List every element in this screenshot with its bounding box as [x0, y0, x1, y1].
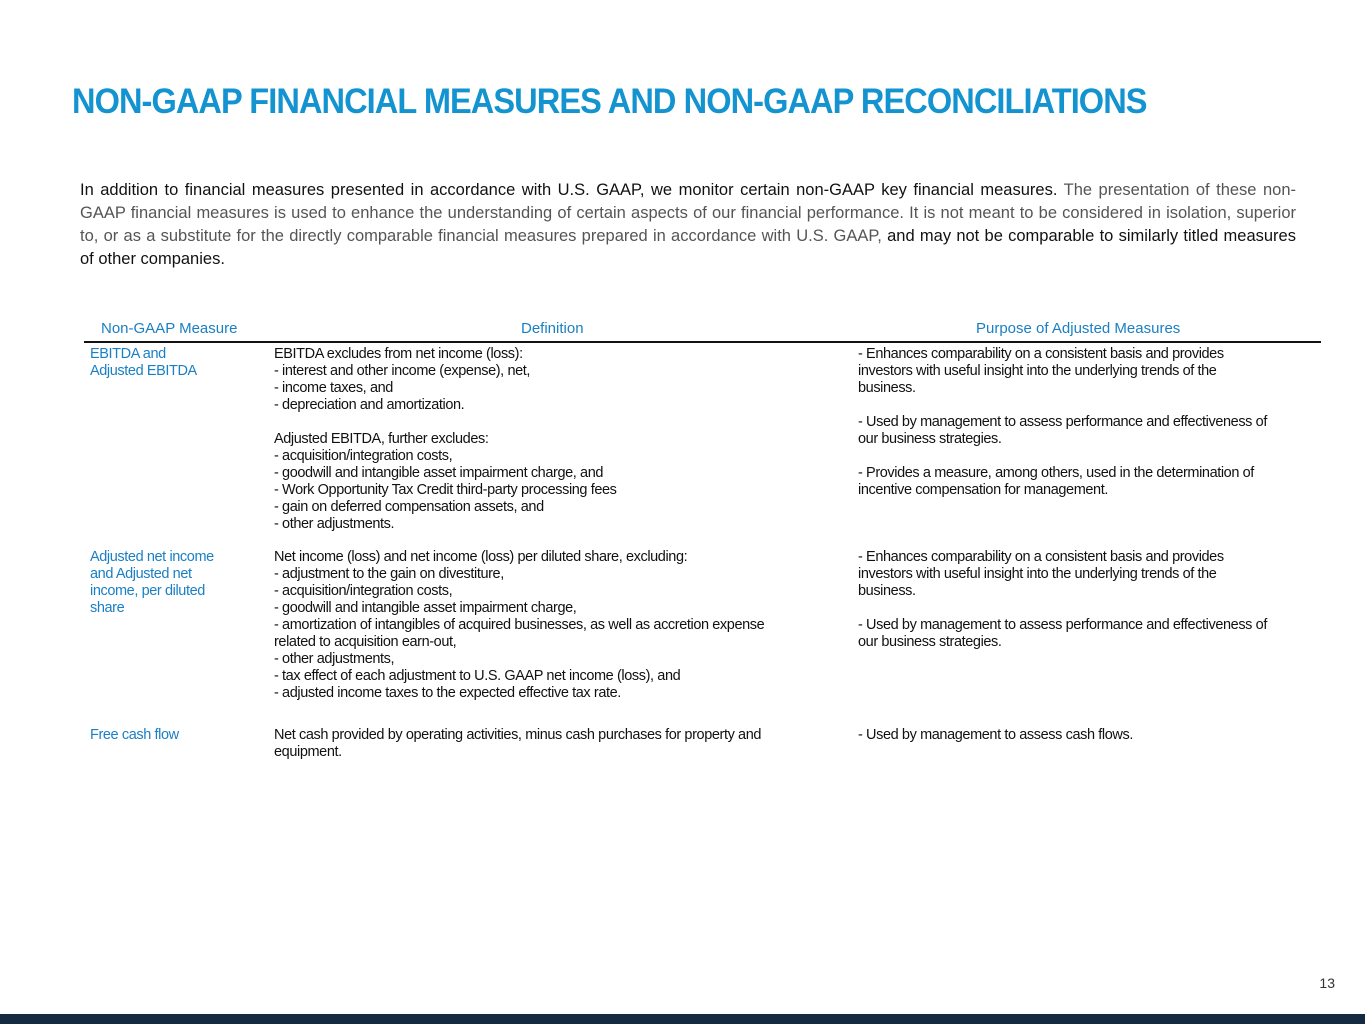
cell-line: - adjusted income taxes to the expected effective tax rate.: [274, 685, 621, 701]
cell-line: EBITDA and: [90, 346, 166, 362]
cell-line: Net income (loss) and net income (loss) per diluted share, excluding:: [274, 549, 688, 565]
cell-line: - Enhances comparability on a consistent basis and provides: [858, 549, 1224, 565]
cell-line: EBITDA excludes from net income (loss):: [274, 346, 523, 362]
cell-line: Adjusted net income: [90, 549, 214, 565]
table-body: [84, 346, 1321, 787]
purpose-cell: [858, 346, 1318, 499]
cell-line: - other adjustments.: [274, 516, 395, 532]
cell-line: - other adjustments,: [274, 651, 395, 667]
cell-line: - Work Opportunity Tax Credit third-party processing fees: [274, 482, 617, 498]
header-purpose: Purpose of Adjusted Measures: [976, 320, 1181, 337]
table-header: [84, 318, 1321, 343]
cell-line: our business strategies.: [858, 431, 1002, 447]
non-gaap-table: [84, 318, 1321, 787]
page-title: NON-GAAP FINANCIAL MEASURES AND NON-GAAP RECONCILIATIONS: [72, 82, 1147, 121]
cell-line: income, per diluted: [90, 583, 205, 599]
measure-cell: [90, 727, 260, 744]
cell-line: related to acquisition earn-out,: [274, 634, 457, 650]
cell-line: - amortization of intangibles of acquired businesses, as well as accretion expense: [274, 617, 765, 633]
definition-cell: [274, 346, 844, 533]
purpose-cell: [858, 549, 1318, 651]
cell-line: - Enhances comparability on a consistent basis and provides: [858, 346, 1224, 362]
cell-line: - Provides a measure, among others, used in the determination of: [858, 465, 1254, 481]
cell-line: business.: [858, 380, 916, 396]
definition-cell: [274, 549, 844, 702]
header-measure: Non-GAAP Measure: [101, 320, 238, 337]
table-row: [84, 346, 1321, 542]
page-number: 13: [1319, 975, 1335, 991]
cell-line: - depreciation and amortization.: [274, 397, 465, 413]
cell-line: Net cash provided by operating activities, minus cash purchases for property and: [274, 727, 762, 743]
footer-bar: [0, 1014, 1365, 1024]
cell-line: investors with useful insight into the underlying trends of the: [858, 363, 1217, 379]
cell-line: - Used by management to assess performance and effectiveness of: [858, 617, 1267, 633]
cell-line: - Used by management to assess cash flows.: [858, 727, 1133, 743]
blank-line: [858, 600, 1318, 617]
cell-line: incentive compensation for management.: [858, 482, 1108, 498]
table-row: [84, 727, 1321, 787]
cell-line: share: [90, 600, 125, 616]
intro-part2: The presentation of these non-GAAP financial measures is used to enhance the understanding of certain aspects of our financial performance. It is not meant to be considered in isolation, superior to, or as a substitute for the directly comparable financial measures prepared in accordance with U.S. GAAP,: [80, 181, 1296, 245]
intro-part1: In addition to financial measures presented in accordance with U.S. GAAP, we monitor certain non-GAAP key financial measures.: [80, 181, 1058, 199]
cell-line: business.: [858, 583, 916, 599]
cell-line: - tax effect of each adjustment to U.S. GAAP net income (loss), and: [274, 668, 681, 684]
cell-line: equipment.: [274, 744, 342, 760]
cell-line: - adjustment to the gain on divestiture,: [274, 566, 504, 582]
table-row: [84, 549, 1321, 727]
cell-line: - goodwill and intangible asset impairment charge, and: [274, 465, 604, 481]
measure-cell: [90, 549, 260, 617]
cell-line: Free cash flow: [90, 727, 179, 743]
measure-cell: [90, 346, 260, 380]
definition-cell: [274, 727, 844, 761]
cell-line: - acquisition/integration costs,: [274, 448, 453, 464]
cell-line: Adjusted EBITDA: [90, 363, 197, 379]
intro-part3: and may not be comparable to similarly titled measures of other companies.: [80, 227, 1296, 268]
cell-line: Adjusted EBITDA, further excludes:: [274, 431, 489, 447]
blank-line: [858, 448, 1318, 465]
purpose-cell: [858, 727, 1318, 744]
cell-line: - goodwill and intangible asset impairment charge,: [274, 600, 577, 616]
cell-line: - Used by management to assess performance and effectiveness of: [858, 414, 1267, 430]
intro-paragraph: [80, 179, 1296, 271]
blank-line: [274, 414, 844, 431]
cell-line: - income taxes, and: [274, 380, 393, 396]
blank-line: [858, 397, 1318, 414]
cell-line: investors with useful insight into the underlying trends of the: [858, 566, 1217, 582]
cell-line: - gain on deferred compensation assets, and: [274, 499, 544, 515]
cell-line: our business strategies.: [858, 634, 1002, 650]
header-definition: Definition: [521, 320, 584, 337]
cell-line: - acquisition/integration costs,: [274, 583, 453, 599]
cell-line: - interest and other income (expense), net,: [274, 363, 531, 379]
cell-line: and Adjusted net: [90, 566, 192, 582]
